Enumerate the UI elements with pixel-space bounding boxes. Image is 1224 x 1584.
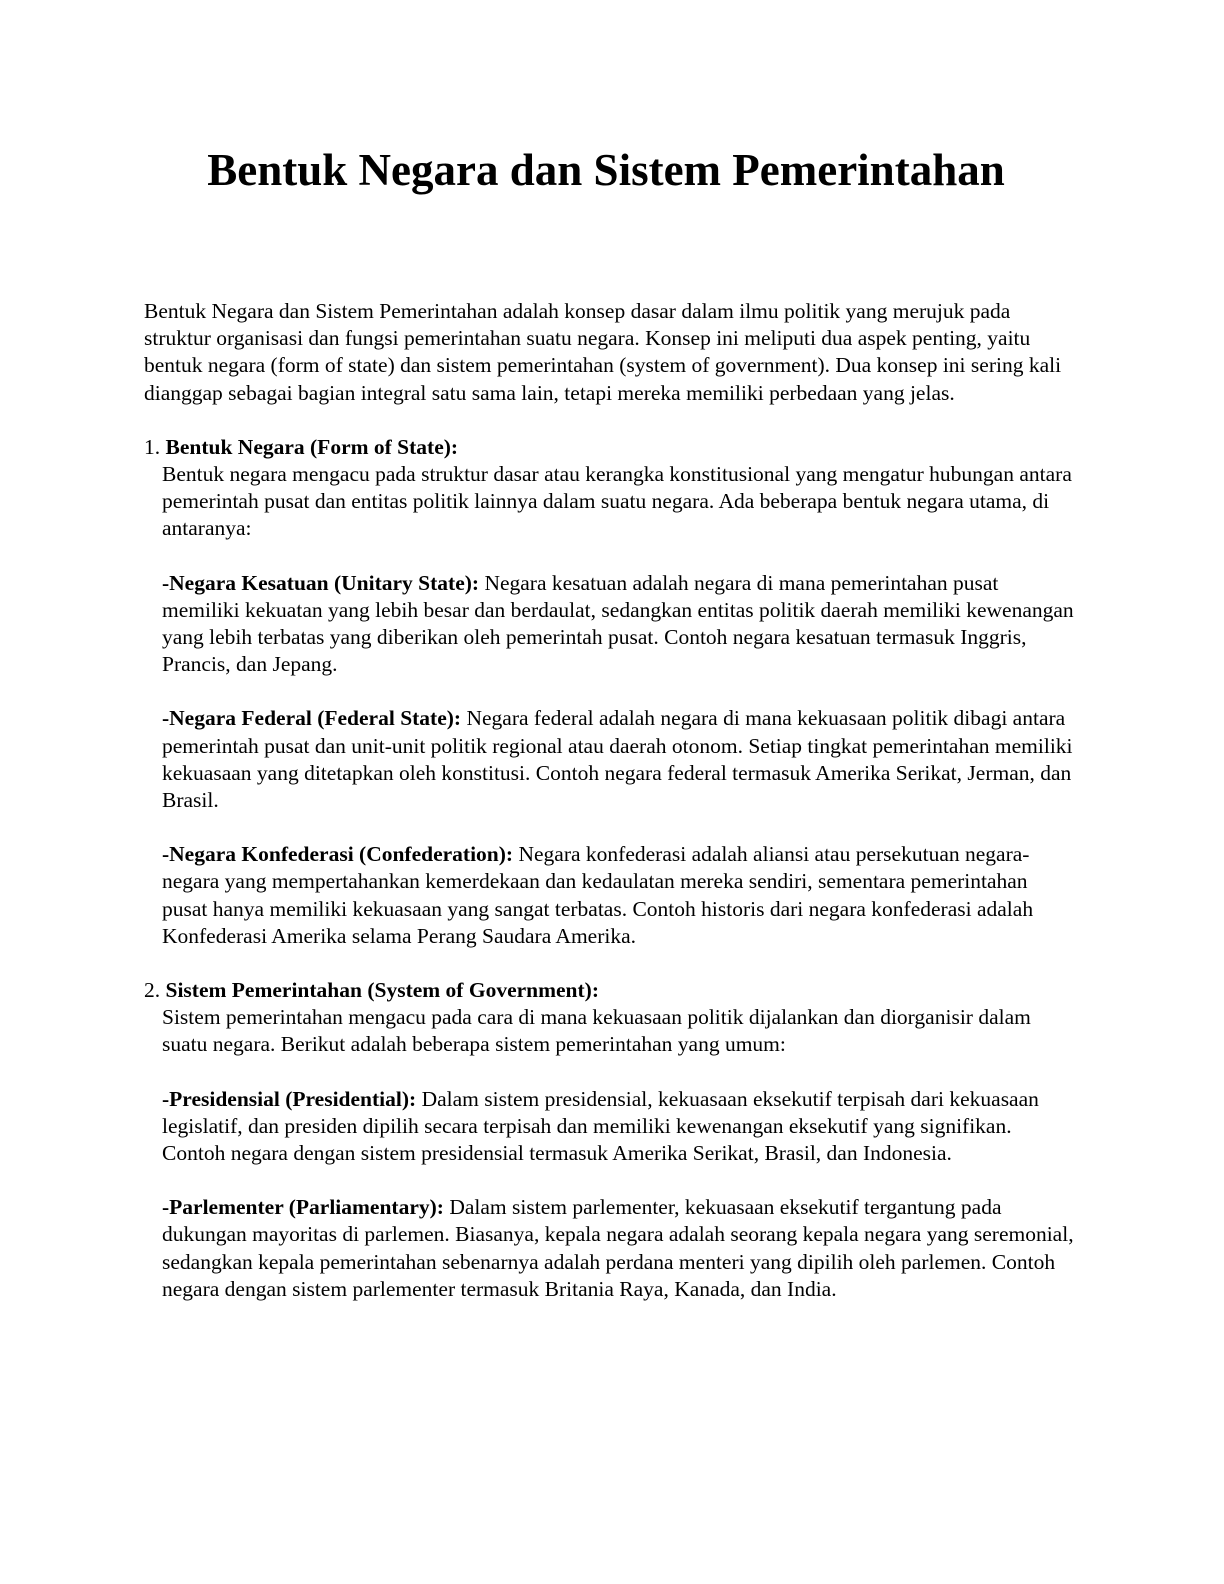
item-label: -Negara Kesatuan (Unitary State): bbox=[162, 570, 480, 595]
list-item bbox=[144, 1086, 1074, 1168]
section-heading bbox=[144, 434, 1074, 461]
section-number: 1. bbox=[144, 434, 161, 459]
section-intro: Sistem pemerintahan mengacu pada cara di mana kekuasaan politik dijalankan dan diorganisir dalam suatu negara. Berikut adalah beberapa sistem pemerintahan yang umum: bbox=[162, 1005, 1031, 1057]
list-item bbox=[144, 570, 1074, 679]
item-text: Negara federal adalah negara di mana kekuasaan politik dibagi antara pemerintah pusat dan unit-unit politik regional atau daerah otonom. Setiap tingkat pemerintahan memiliki kekuasaan yang ditetapkan oleh konstitusi. Contoh negara federal termasuk Amerika Serikat, Jerman, dan Brasil. bbox=[162, 706, 1073, 813]
item-label: -Negara Konfederasi (Confederation): bbox=[162, 842, 514, 867]
document-body bbox=[144, 298, 1074, 1330]
section-form-of-state bbox=[144, 434, 1074, 950]
item-label: -Parlementer (Parliamentary): bbox=[162, 1195, 444, 1220]
list-item bbox=[144, 1194, 1074, 1303]
list-item bbox=[144, 705, 1074, 814]
item-text: Negara kesatuan adalah negara di mana pemerintahan pusat memiliki kekuatan yang lebih besar dan berdaulat, sedangkan entitas politik daerah memiliki kewenangan yang lebih terbatas yang diberikan oleh pemerintah pusat. Contoh negara kesatuan termasuk Inggris, Prancis, dan Jepang. bbox=[162, 570, 1074, 677]
item-text: Dalam sistem presidensial, kekuasaan eksekutif terpisah dari kekuasaan legislatif, dan presiden dipilih secara terpisah dan memiliki kewenangan eksekutif yang signifikan. Contoh negara dengan sistem presidensial termasuk Amerika Serikat, Brasil, dan Indonesia. bbox=[162, 1086, 1039, 1166]
item-label: -Presidensial (Presidential): bbox=[162, 1086, 417, 1111]
item-text: Dalam sistem parlementer, kekuasaan eksekutif tergantung pada dukungan mayoritas di parlemen. Biasanya, kepala negara adalah seorang kepala negara yang seremonial, sedangkan kepala pemerintahan sebenarnya adalah perdana menteri yang dipilih oleh parlemen. Contoh negara dengan sistem parlementer termasuk Britania Raya, Kanada, dan India. bbox=[162, 1195, 1074, 1301]
item-text: Negara konfederasi adalah aliansi atau persekutuan negara-negara yang mempertahankan kemerdekaan dan kedaulatan mereka sendiri, sementara pemerintahan pusat hanya memiliki kekuasaan yang sangat terbatas. Contoh historis dari negara konfederasi adalah Konfederasi Amerika selama Perang Saudara Amerika. bbox=[162, 842, 1034, 948]
section-heading-text: Bentuk Negara (Form of State): bbox=[165, 434, 459, 459]
intro-paragraph: Bentuk Negara dan Sistem Pemerintahan adalah konsep dasar dalam ilmu politik yang merujuk pada struktur organisasi dan fungsi pemerintahan suatu negara. Konsep ini meliputi dua aspek penting, yaitu bentuk negara (form of state) dan sistem pemerintahan (system of government). Dua konsep ini sering kali dianggap sebagai bagian integral satu sama lain, tetapi mereka memiliki perbedaan yang jelas. bbox=[144, 299, 1062, 405]
section-heading bbox=[144, 977, 1074, 1004]
document-title: Bentuk Negara dan Sistem Pemerintahan bbox=[207, 145, 1005, 195]
section-system-of-government bbox=[144, 977, 1074, 1303]
list-item bbox=[144, 841, 1074, 950]
item-label: -Negara Federal (Federal State): bbox=[162, 706, 462, 731]
section-heading-text: Sistem Pemerintahan (System of Government): bbox=[165, 978, 599, 1003]
section-intro: Bentuk negara mengacu pada struktur dasar atau kerangka konstitusional yang mengatur hubungan antara pemerintah pusat dan entitas politik lainnya dalam suatu negara. Ada beberapa bentuk negara utama, di antaranya: bbox=[162, 462, 1072, 541]
section-number: 2. bbox=[144, 978, 161, 1003]
